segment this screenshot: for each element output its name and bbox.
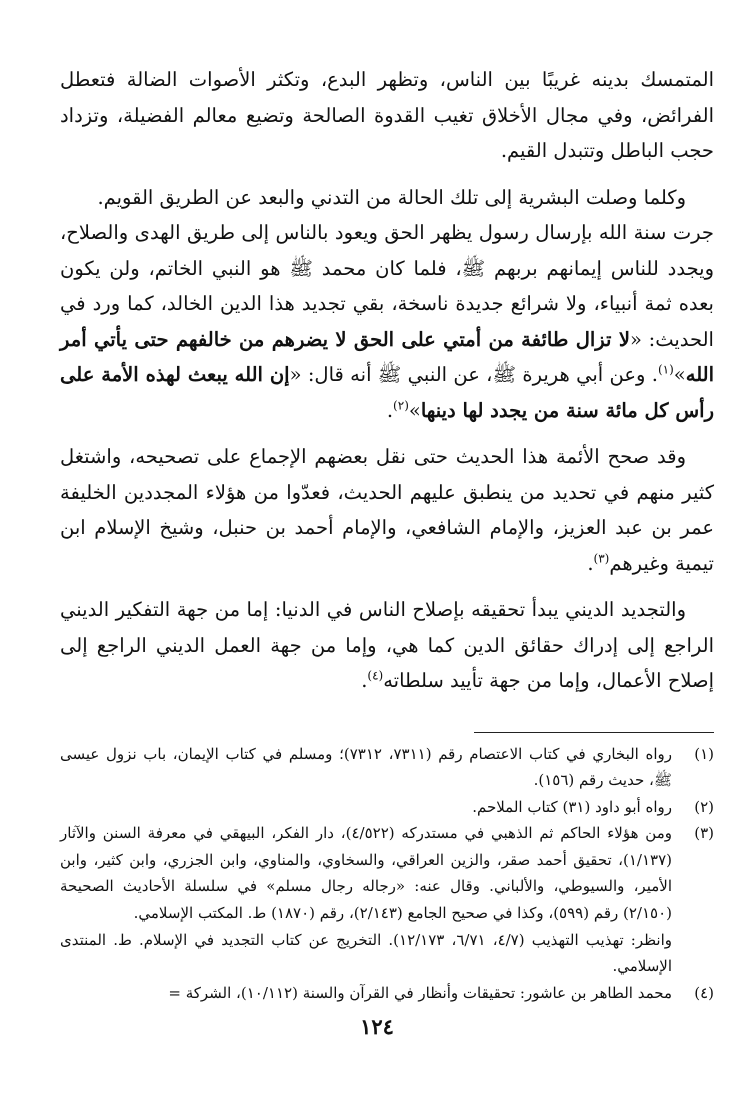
footnote-text: رواه البخاري في كتاب الاعتصام رقم (٧٣١١، ٧٣١٢)؛ ومسلم في كتاب الإيمان، باب نزول عيسى ﷺ، حديث رقم (١٥٦). [60, 744, 673, 790]
paragraph-3-text: وقد صحح الأئمة هذا الحديث حتى نقل بعضهم الإجماع على تصحيحه، واشتغل كثير منهم في تحديد من ينطبق عليهم الحديث، فعدّوا من هؤلاء المجددين الخليفة عمر بن عبد العزيز، والإمام الشافعي، والإمام أحمد بن حنبل، وشيخ الإسلام ابن تيمية وغيرهم [60, 445, 714, 575]
footnote-text: محمد الطاهر بن عاشور: تحقيقات وأنظار في القرآن والسنة (١٠/١١٢)، الشركة = [168, 983, 672, 1002]
footnotes-list [60, 741, 714, 1007]
footnote-number: (٣) [694, 824, 714, 843]
paragraph-3 [60, 439, 714, 581]
footnote-ref-2[interactable]: (٢) [393, 398, 409, 412]
page-number: ١٢٤ [360, 1014, 394, 1039]
footnote-item [60, 794, 714, 821]
footnote-ref-1[interactable]: (١) [657, 362, 674, 377]
footnote-number: (٢) [694, 797, 714, 816]
footnote-text-block [60, 820, 672, 980]
paragraph-2-text-b: » [673, 363, 686, 386]
footnote-ref-4[interactable]: (٤) [367, 668, 384, 683]
footnote-item [60, 980, 714, 1007]
footnote-number: (٤) [694, 983, 714, 1002]
footnote-number: (١) [694, 744, 714, 763]
footnote-text: رواه أبو داود (٣١) كتاب الملاحم. [472, 797, 672, 816]
footnote-ref-3[interactable]: (٣) [593, 551, 610, 565]
footnote-text: ومن هؤلاء الحاكم ثم الذهبي في مستدركه (٤/٥٢٢)، دار الفكر، البيهقي في معرفة السنن والآثار (١/١٣٧)، تحقيق أحمد صقر، والزين العراقي، والسخاوي، والمناوي، وابن الجزري، وابن كثير، وابن الأمير، والسيوطي، والألباني. وقال عنه: «رجاله رجال مسلم» في سلسلة الأحاديث الصحيحة (٢/١٥٠) رقم (٥٩٩)، وكذا في صحيح الجامع (٢/١٤٣)، رقم (١٨٧٠) ط. المكتب الإسلامي. [60, 824, 673, 923]
paragraph-1-text: المتمسك بدينه غريبًا بين الناس، وتظهر البدع، وتكثر الأصوات الضالة فتعطل الفرائض، وفي مجال الأخلاق تغيب القدوة الصالحة وتضيع معالم الفضيلة، وتزداد حجب الباطل وتتبدل القيم. [60, 68, 714, 162]
paragraph-2-text-c: . وعن أبي هريرة ﷺ، عن النبي ﷺ أنه قال: « [289, 363, 658, 386]
paragraph-1 [60, 62, 714, 169]
document-page [60, 62, 714, 1120]
paragraph-4-end: . [361, 669, 368, 692]
footnote-item [60, 741, 714, 794]
paragraph-2-text-e: . [386, 398, 394, 422]
paragraph-2-text-d: » [408, 398, 421, 422]
paragraph-2-text-a: جرت سنة الله بإرسال رسول يظهر الحق ويعود بالناس إلى طريق الهدى والصلاح، ويجدد للناس إيمانهم بربهم ﷺ، فلما كان محمد ﷺ هو النبي الخاتم، ولن يكون بعده ثمة أنبياء، ولا شرائع جديدة ناسخة، بقي تجديد هذا الدين الخالد، كما ورد في الحديث: « [60, 221, 714, 351]
paragraph-3-end: . [587, 551, 594, 575]
paragraph-4-text: والتجديد الديني يبدأ تحقيقه بإصلاح الناس في الدنيا: إما من جهة التفكير الديني الراجع إلى إدراك حقائق الدين كما هي، وإما من جهة العمل الديني الراجع إلى إصلاح الأعمال، وإما من جهة تأييد سلطاته [60, 598, 714, 692]
footnote-divider-wrap [60, 710, 714, 741]
footnote-text-continued: وانظر: تهذيب التهذيب (٤/٧، ٦/٧١، ١٢/١٧٣). التخريج عن كتاب التجديد في الإسلام. ط. المنتدى الإسلامي. [60, 930, 673, 976]
paragraph-2-lead: وكلما وصلت البشرية إلى تلك الحالة من التدني والبعد عن الطريق القويم. [97, 185, 686, 209]
footnote-divider [474, 732, 714, 733]
paragraph-4 [60, 592, 714, 699]
footnote-item [60, 820, 714, 980]
hadith-quote-1: لا تزال طائفة من أمتي على الحق لا يضرهم من خالفهم حتى يأتي أمر الله [60, 327, 715, 386]
paragraph-2 [60, 180, 714, 429]
hadith-quote-2: إن الله يبعث لهذه الأمة على رأس كل مائة سنة من يجدد لها دينها [60, 363, 714, 422]
